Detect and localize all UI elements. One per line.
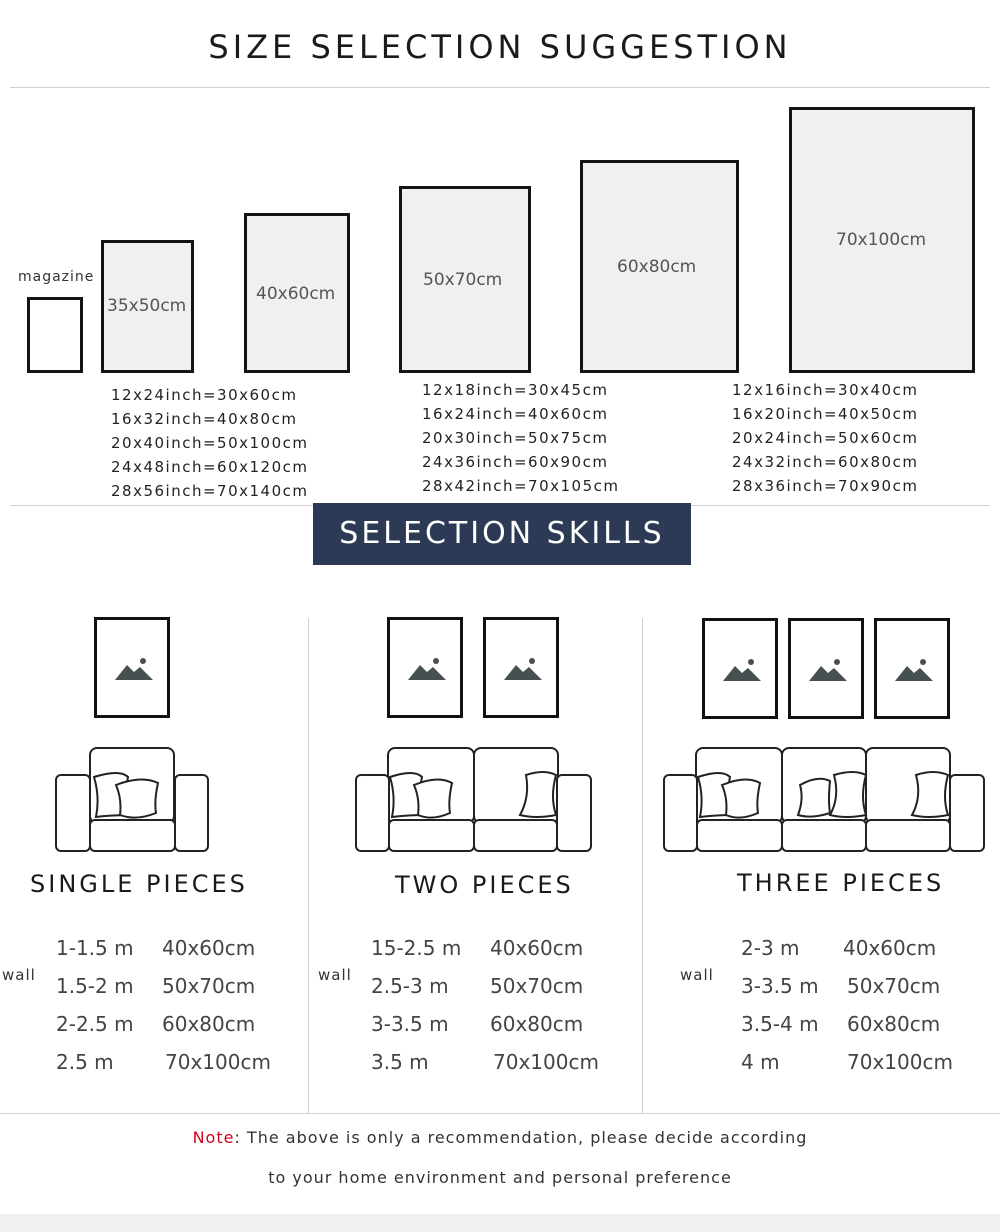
size-item: 28x56inch=70x140cm: [111, 482, 309, 500]
single-pieces-title: SINGLE PIECES: [30, 870, 248, 898]
size-list-ratio-3-4: [732, 378, 918, 498]
distance-value: 1-1.5 m: [56, 936, 134, 960]
wall-label: wall: [318, 966, 352, 984]
mountain-picture-icon: [791, 621, 861, 716]
frame-label-60x80: 60x80cm: [617, 257, 697, 277]
mountain-picture-icon: [390, 620, 460, 715]
recommended-size: 40x60cm: [490, 936, 584, 960]
artwork-frame: [387, 617, 463, 718]
distance-value: 3-3.5 m: [371, 1012, 449, 1036]
note-text-line-2: to your home environment and personal preference: [268, 1168, 732, 1187]
size-item: 20x24inch=50x60cm: [732, 429, 919, 447]
size-list-ratio-1-2: [111, 383, 309, 503]
recommended-size: 50x70cm: [162, 974, 256, 998]
mountain-picture-icon: [486, 620, 556, 715]
footer-bar: [0, 1214, 1000, 1232]
artwork-frame: [874, 618, 950, 719]
column-divider-1: [308, 618, 309, 1114]
mountain-picture-icon: [877, 621, 947, 716]
two-pieces-title: TWO PIECES: [395, 871, 574, 899]
size-item: 12x16inch=30x40cm: [732, 381, 919, 399]
size-list-ratio-2-3: [422, 378, 620, 498]
distance-value: 3-3.5 m: [741, 974, 819, 998]
recommended-size: 60x80cm: [162, 1012, 256, 1036]
size-item: 24x48inch=60x120cm: [111, 458, 309, 476]
recommended-size: 50x70cm: [847, 974, 941, 998]
size-item: 16x24inch=40x60cm: [422, 405, 609, 423]
armchair-icon: [50, 745, 215, 855]
three-seat-sofa-icon: [660, 745, 990, 855]
page-title: SIZE SELECTION SUGGESTION: [208, 28, 792, 66]
note-text: Note: The above is only a recommendation, please decide according: [192, 1128, 808, 1147]
recommended-size: 70x100cm: [165, 1050, 271, 1074]
size-item: 20x40inch=50x100cm: [111, 434, 309, 452]
recommended-size: 70x100cm: [493, 1050, 599, 1074]
frame-label-35x50: 35x50cm: [107, 296, 187, 316]
mountain-picture-icon: [705, 621, 775, 716]
distance-value: 1.5-2 m: [56, 974, 134, 998]
distance-value: 2.5-3 m: [371, 974, 449, 998]
magazine-label: magazine: [18, 269, 95, 285]
recommended-size: 60x80cm: [847, 1012, 941, 1036]
selection-skills-banner: SELECTION SKILLS: [313, 503, 691, 565]
artwork-frame: [483, 617, 559, 718]
artwork-frame: [702, 618, 778, 719]
distance-value: 4 m: [741, 1050, 780, 1074]
recommended-size: 40x60cm: [843, 936, 937, 960]
size-item: 12x18inch=30x45cm: [422, 381, 609, 399]
wall-label: wall: [680, 966, 714, 984]
bottom-divider: [0, 1113, 1000, 1114]
size-item: 24x32inch=60x80cm: [732, 453, 919, 471]
recommended-size: 60x80cm: [490, 1012, 584, 1036]
frame-label-70x100: 70x100cm: [836, 230, 927, 250]
header-divider: [10, 87, 990, 88]
distance-value: 2.5 m: [56, 1050, 114, 1074]
mountain-picture-icon: [97, 620, 167, 715]
artwork-frame: [788, 618, 864, 719]
distance-value: 2-2.5 m: [56, 1012, 134, 1036]
frame-label-40x60: 40x60cm: [256, 284, 336, 304]
size-item: 12x24inch=30x60cm: [111, 386, 298, 404]
note-label: Note: [192, 1128, 235, 1147]
wall-label: wall: [2, 966, 36, 984]
distance-value: 3.5-4 m: [741, 1012, 819, 1036]
size-item: 24x36inch=60x90cm: [422, 453, 609, 471]
size-item: 28x36inch=70x90cm: [732, 477, 919, 495]
distance-value: 3.5 m: [371, 1050, 429, 1074]
size-item: 16x32inch=40x80cm: [111, 410, 298, 428]
frame-label-50x70: 50x70cm: [423, 270, 503, 290]
magazine-frame: [27, 297, 83, 373]
recommended-size: 70x100cm: [847, 1050, 953, 1074]
column-divider-2: [642, 618, 643, 1114]
recommended-size: 40x60cm: [162, 936, 256, 960]
recommended-size: 50x70cm: [490, 974, 584, 998]
size-item: 28x42inch=70x105cm: [422, 477, 620, 495]
size-item: 16x20inch=40x50cm: [732, 405, 919, 423]
distance-value: 15-2.5 m: [371, 936, 462, 960]
distance-value: 2-3 m: [741, 936, 800, 960]
three-pieces-title: THREE PIECES: [737, 869, 945, 897]
artwork-frame: [94, 617, 170, 718]
two-seat-sofa-icon: [350, 745, 595, 855]
size-item: 20x30inch=50x75cm: [422, 429, 609, 447]
